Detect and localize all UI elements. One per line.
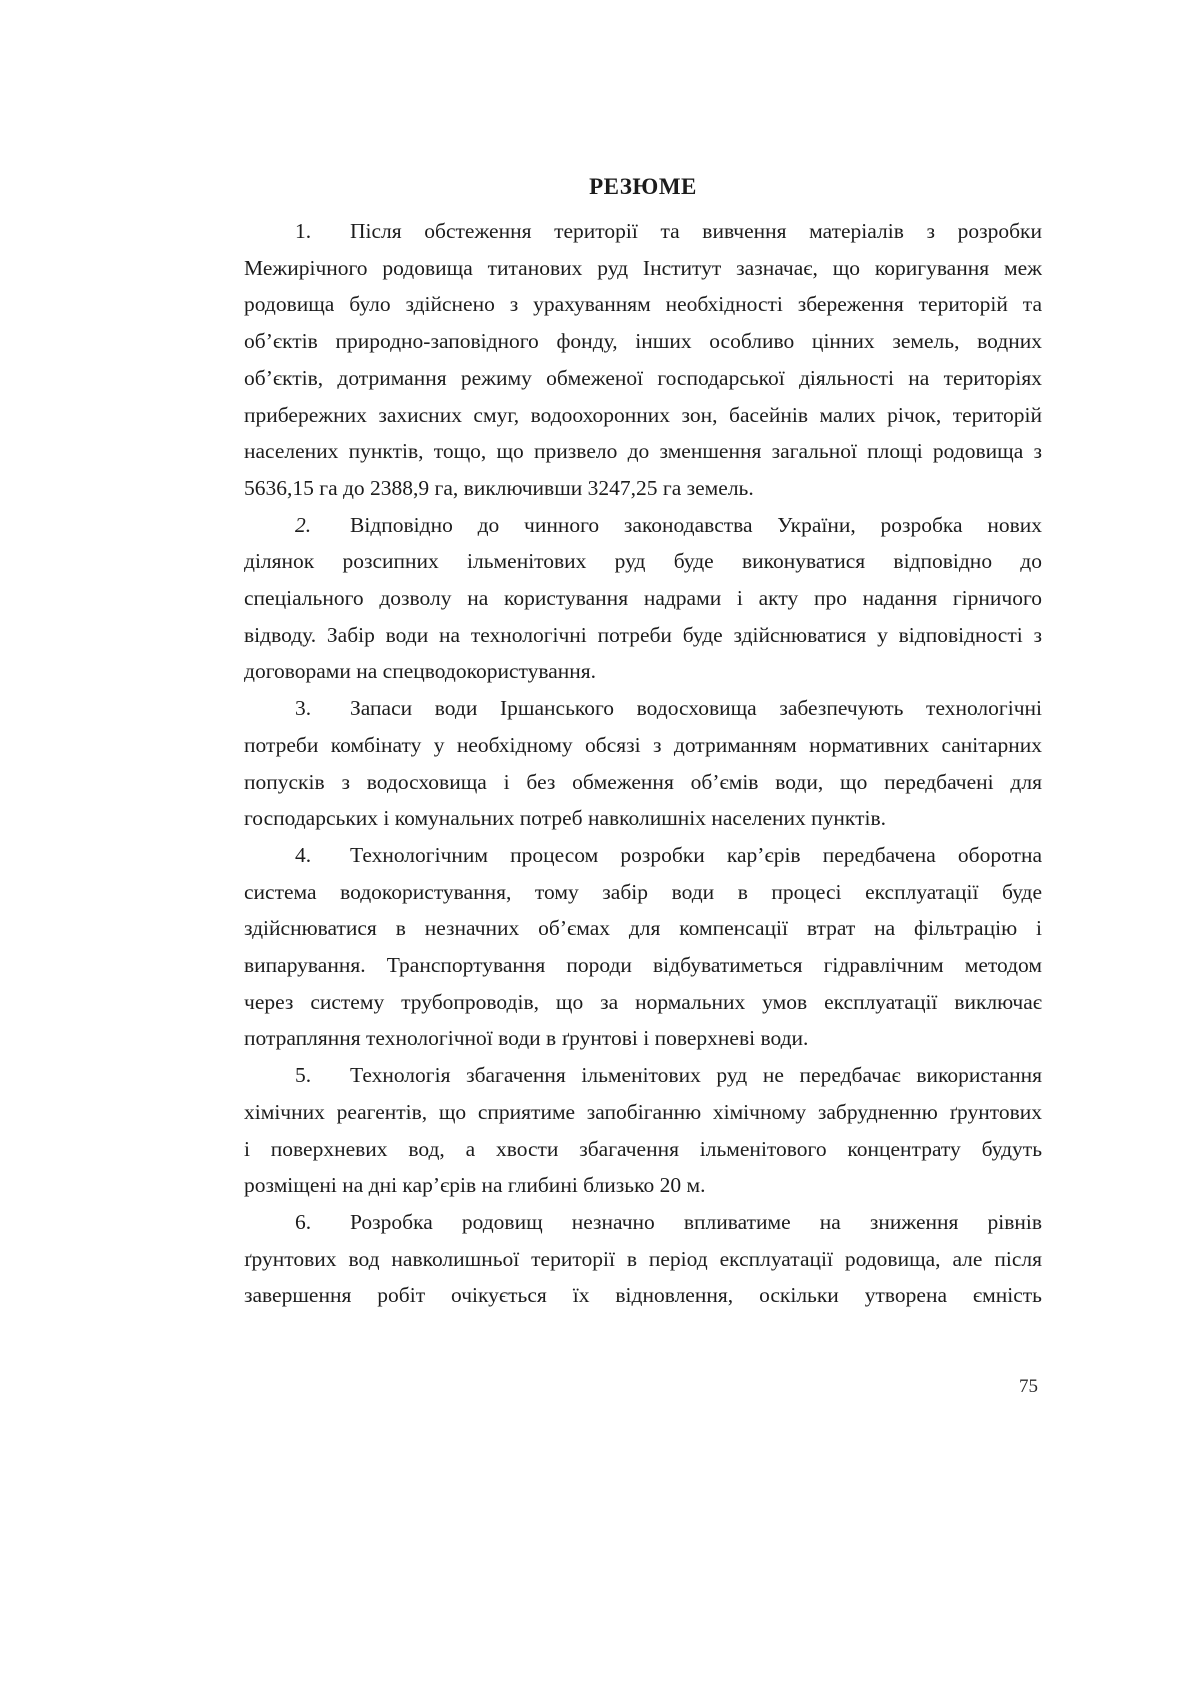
paragraphs [244,213,1042,1314]
text-line: об’єктів, дотримання режиму обмеженої господарської діяльності на територіях [244,365,1042,390]
text-line: 2. Відповідно до чинного законодавства України, розробка нових [244,507,1042,544]
paragraph [244,837,1042,1057]
text-line: ґрунтових вод навколишньої території в період експлуатації родовища, але після [244,1246,1042,1271]
text-line: об’єктів природно-заповідного фонду, інших особливо цінних земель, водних [244,329,1042,354]
paragraph-number: 1. [295,219,312,243]
paragraph-number: 2. [295,512,312,537]
text-line: спеціального дозволу на користування надрами і акту про надання гірничого [244,586,1042,611]
text-line: Межирічного родовища титанових руд Інститут зазначає, що коригування меж [244,255,1042,280]
paragraph [244,507,1042,691]
text-line: і поверхневих вод, а хвости збагачення ільменітового концентрату будуть [244,1136,1042,1161]
paragraph-number: 4. [295,842,312,867]
text-line: випарування. Транспортування породи відбуватиметься гідравлічним методом [244,953,1042,978]
text-line: прибережних захисних смуг, водоохоронних зон, басейнів малих річок, територій [244,402,1042,427]
paragraph-number: 5. [295,1063,312,1088]
text-line: потреби комбінату у необхідному обсязі з дотриманням нормативних санітарних [244,732,1042,757]
text-line: через систему трубопроводів, що за нормальних умов експлуатації виключає [244,989,1042,1014]
text-line: 4. Технологічним процесом розробки кар’єрів передбачена оборотна [244,837,1042,874]
text-line: відводу. Забір води на технологічні потреби буде здійснюватися у відповідності з [244,622,1042,647]
text-line: 5. Технологія збагачення ільменітових руд не передбачає використання [244,1057,1042,1094]
text-line: господарських і комунальних потреб навколишніх населених пунктів. [244,806,886,831]
text-line: попусків з водосховища і без обмеження об’ємів води, що передбачені для [244,769,1042,794]
paragraph [244,690,1042,837]
text-line: родовища було здійснено з урахуванням необхідності збереження територій та [244,292,1042,317]
text-line: здійснюватися в незначних об’ємах для компенсації втрат на фільтрацію і [244,916,1042,941]
text-line: населених пунктів, тощо, що призвело до зменшення загальної площі родовища з [244,439,1042,464]
text-line: розміщені на дні кар’єрів на глибині близько 20 м. [244,1173,706,1198]
text-line: договорами на спецводокористування. [244,659,597,684]
text-line: потрапляння технологічної води в ґрунтові і поверхневі води. [244,1026,809,1051]
text-line: система водокористування, тому забір води в процесі експлуатації буде [244,879,1042,904]
page-title: РЕЗЮМЕ [589,174,697,199]
paragraph [244,1204,1042,1314]
text-line: ділянок розсипних ільменітових руд буде виконуватися відповідно до [244,549,1042,574]
text-line: 1. Після обстеження території та вивчення матеріалів з розробки [244,213,1042,250]
text-column [244,172,1042,1314]
text-line: 6. Розробка родовищ незначно впливатиме на зниження рівнів [244,1204,1042,1241]
paragraph [244,1057,1042,1204]
paragraph-number: 6. [295,1209,312,1234]
text-line: 3. Запаси води Іршанського водосховища забезпечують технологічні [244,690,1042,727]
page-number: 75 [1019,1376,1038,1397]
text-line: 5636,15 га до 2388,9 га, виключивши 3247,25 га земель. [244,475,754,500]
paragraph-number: 3. [295,696,312,721]
paragraph [244,213,1042,507]
text-line: завершення робіт очікується їх відновлення, оскільки утворена ємність [244,1283,1042,1308]
text-line: хімічних реагентів, що сприятиме запобіганню хімічному забрудненню ґрунтових [244,1099,1042,1124]
